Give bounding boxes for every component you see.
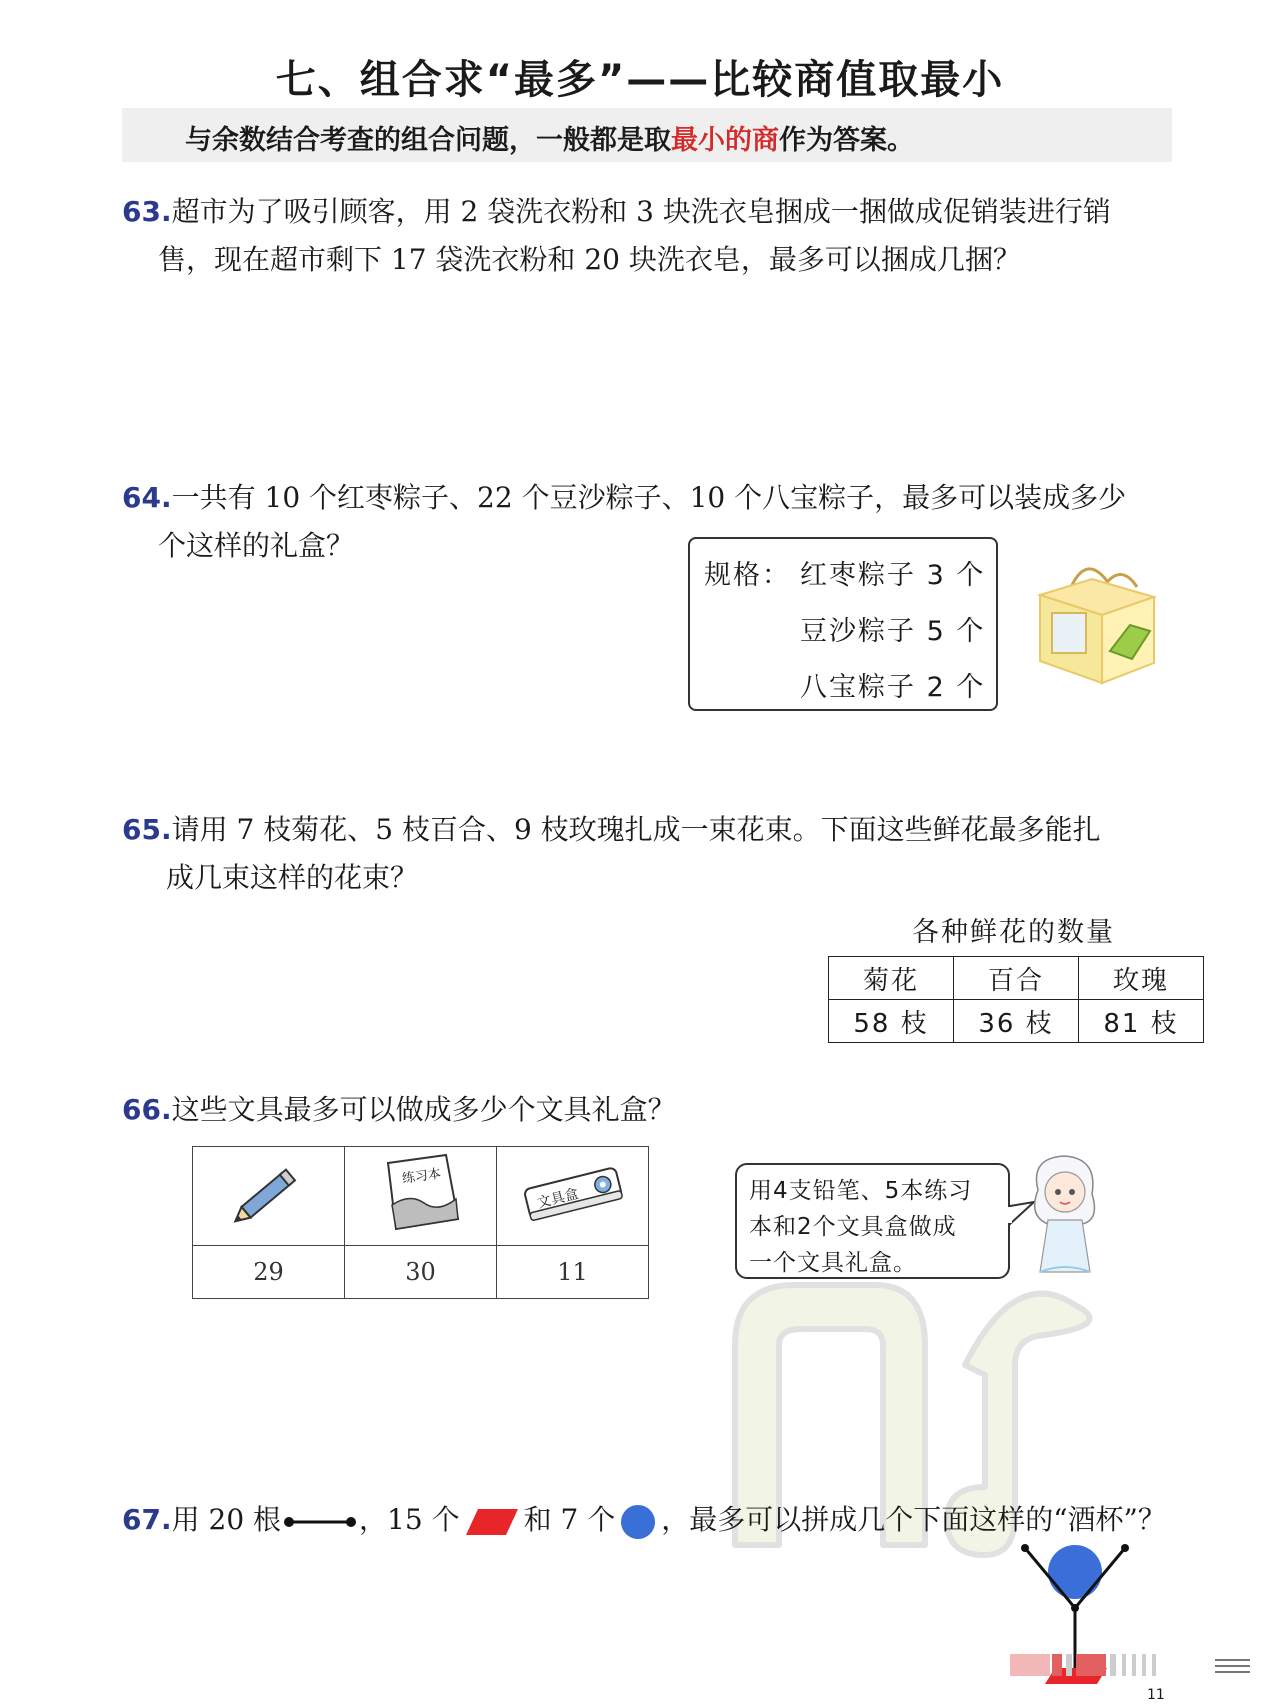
question-number: 64. <box>122 481 172 514</box>
question-number: 66. <box>122 1093 172 1126</box>
question-text: 一共有 10 个红枣粽子、22 个豆沙粽子、10 个八宝粽子，最多可以装成多少 <box>171 481 1127 514</box>
flower-table-header-row <box>829 957 1204 1000</box>
question-66-line1 <box>122 1086 676 1134</box>
question-text: 和 7 个 <box>523 1503 616 1536</box>
red-parallelogram-icon <box>464 1507 520 1537</box>
flower-value-cell: 81 枝 <box>1079 1000 1204 1043</box>
tip-text <box>185 118 914 157</box>
page-number: 11 <box>1147 1687 1165 1703</box>
question-text: ，最多可以拼成几个下面这样的“酒杯”？ <box>661 1503 1166 1536</box>
stationery-cell <box>345 1147 497 1246</box>
stick-icon <box>283 1512 357 1532</box>
question-65-line1 <box>122 806 1101 854</box>
question-number: 63. <box>122 195 172 228</box>
tip-after: 作为答案。 <box>779 125 914 156</box>
stationery-count-cell: 11 <box>497 1246 649 1299</box>
stationery-count-cell: 30 <box>345 1246 497 1299</box>
question-64-line1 <box>122 474 1126 522</box>
notebook-icon <box>376 1153 466 1233</box>
flower-table <box>828 956 1204 1043</box>
notebook-label: 练习本 <box>400 1166 442 1187</box>
spec-label: 规格： <box>704 560 791 591</box>
pencil-case-label: 文具盒 <box>535 1185 580 1212</box>
spec-row-2: 豆沙粽子 5 个 <box>800 616 986 647</box>
stationery-cell <box>193 1147 345 1246</box>
stationery-count-cell: 29 <box>193 1246 345 1299</box>
bubble-line: 本和2个文具盒做成 <box>749 1214 957 1240</box>
gift-box-icon <box>1032 555 1162 685</box>
spec-box <box>688 537 998 711</box>
flower-value-cell: 58 枝 <box>829 1000 954 1043</box>
bubble-line: 用4支铅笔、5本练习 <box>749 1178 973 1204</box>
question-63-line2: 售，现在超市剩下 17 袋洗衣粉和 20 块洗衣皂，最多可以捆成几捆？ <box>158 243 1021 276</box>
question-text: 请用 7 枝菊花、5 枝百合、9 枝玫瑰扎成一束花束。下面这些鲜花最多能扎 <box>171 813 1101 846</box>
bubble-line: 一个文具礼盒。 <box>749 1250 917 1276</box>
tip-highlight: 最小的商 <box>671 125 779 156</box>
blue-circle-icon <box>619 1503 657 1541</box>
flower-table-title: 各种鲜花的数量 <box>912 917 1115 948</box>
question-65-line2: 成几束这样的花束？ <box>166 861 419 894</box>
pencil-icon <box>229 1158 309 1228</box>
flower-header-cell: 玫瑰 <box>1079 957 1204 1000</box>
question-text: 这些文具最多可以做成多少个文具礼盒？ <box>171 1093 676 1126</box>
stationery-cell <box>497 1147 649 1246</box>
flower-header-cell: 百合 <box>954 957 1079 1000</box>
question-number: 67. <box>122 1503 172 1536</box>
spec-row-1: 红枣粽子 3 个 <box>800 560 986 591</box>
flower-value-cell: 36 枝 <box>954 1000 1079 1043</box>
stationery-icon-row <box>193 1147 649 1246</box>
stationery-count-row <box>193 1246 649 1299</box>
footer-stripes-decoration <box>1010 1650 1260 1680</box>
flower-header-cell: 菊花 <box>829 957 954 1000</box>
stationery-table <box>192 1146 649 1299</box>
flower-table-value-row <box>829 1000 1204 1043</box>
question-text: 用 20 根 <box>171 1503 282 1536</box>
question-64-line2: 个这样的礼盒？ <box>158 529 355 562</box>
page-title: 七、组合求“最多”——比较商值取最小 <box>275 57 1005 103</box>
question-63-line1 <box>122 188 1111 236</box>
question-text: ，15 个 <box>359 1503 460 1536</box>
question-number: 65. <box>122 813 172 846</box>
pencil-case-icon <box>518 1158 628 1228</box>
question-67-line1 <box>122 1496 1166 1544</box>
tip-before: 与余数结合考查的组合问题，一般都是取 <box>185 125 671 156</box>
question-text: 超市为了吸引顾客，用 2 袋洗衣粉和 3 块洗衣皂捆成一捆做成促销装进行销 <box>171 195 1111 228</box>
spec-row-3: 八宝粽子 2 个 <box>800 672 986 703</box>
